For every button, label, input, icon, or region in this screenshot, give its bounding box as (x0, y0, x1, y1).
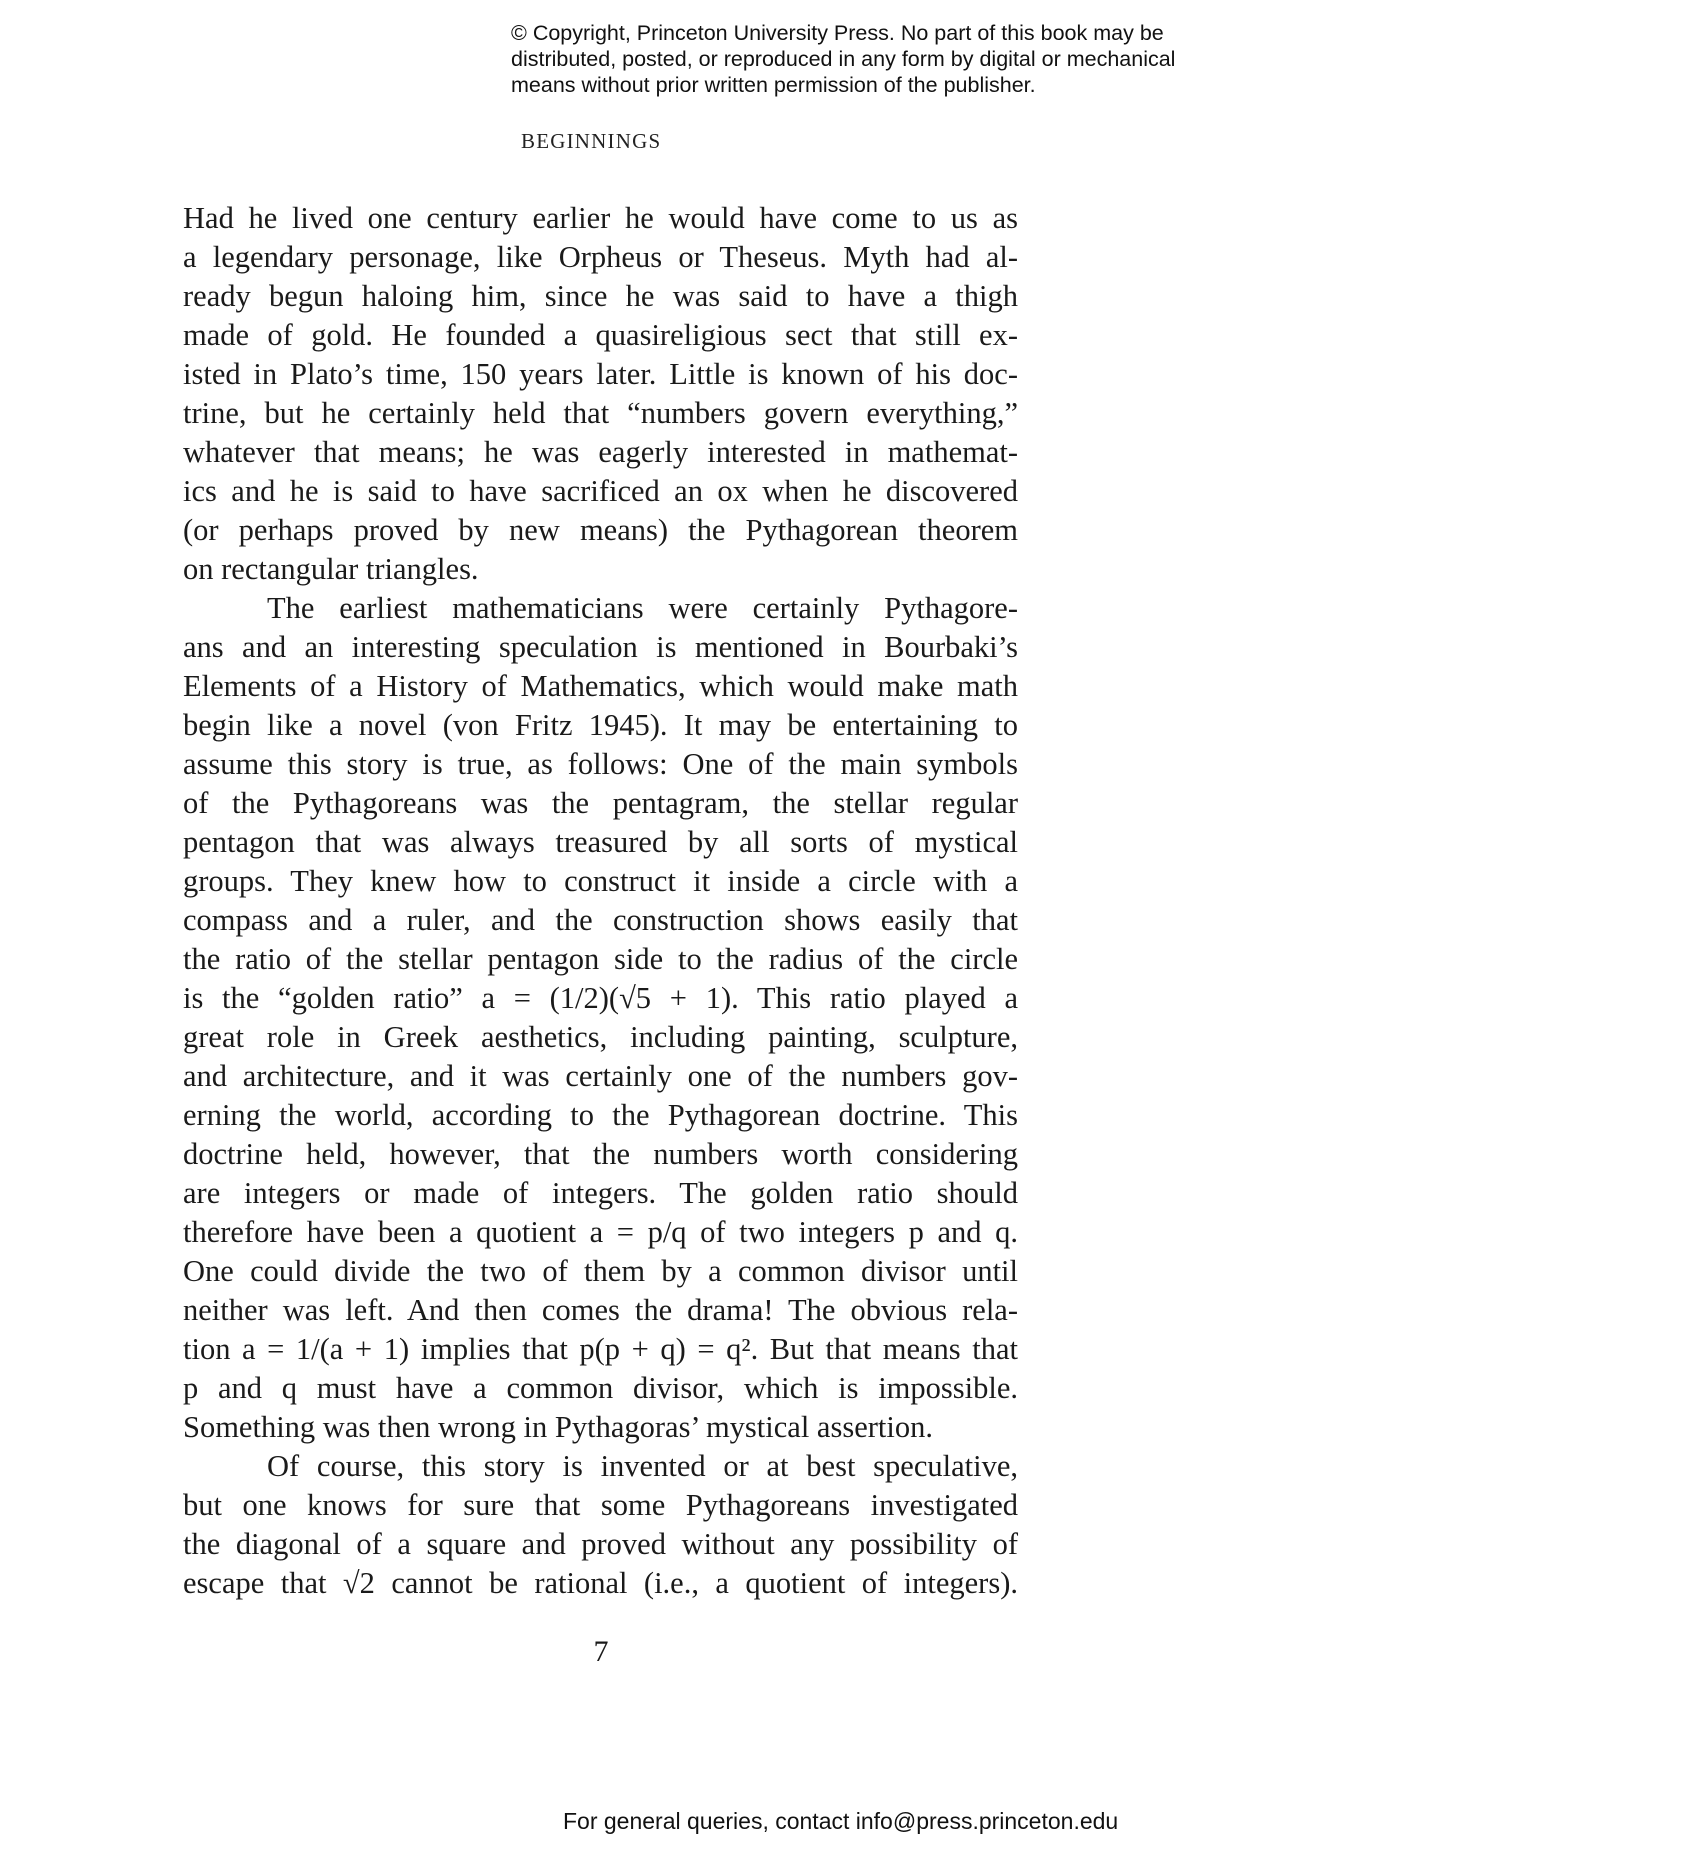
text-line: isted in Plato’s time, 150 years later. Little is known of his doc- (183, 357, 1018, 391)
copyright-line: distributed, posted, or reproduced in any form by digital or mechanical (511, 47, 1176, 71)
text-line: whatever that means; he was eagerly interested in mathemat- (183, 435, 1018, 469)
text-line: on rectangular triangles. (183, 552, 479, 586)
text-line: doctrine held, however, that the numbers worth considering (183, 1137, 1018, 1171)
text-line: groups. They knew how to construct it inside a circle with a (183, 864, 1018, 898)
text-line: but one knows for sure that some Pythagoreans investigated (183, 1488, 1018, 1522)
text-line: trine, but he certainly held that “numbers govern everything,” (183, 396, 1018, 430)
text-line: is the “golden ratio” a = (1/2)(√5 + 1). This ratio played a (183, 981, 1018, 1015)
text-line: and architecture, and it was certainly one of the numbers gov- (183, 1059, 1018, 1093)
text-line: Had he lived one century earlier he would have come to us as (183, 201, 1018, 235)
text-line: neither was left. And then comes the drama! The obvious rela- (183, 1293, 1018, 1327)
text-line: (or perhaps proved by new means) the Pythagorean theorem (183, 513, 1018, 547)
copyright-notice (511, 20, 1231, 98)
text-line: ans and an interesting speculation is mentioned in Bourbaki’s (183, 630, 1018, 664)
footer-contact: For general queries, contact info@press.princeton.edu (563, 1808, 1119, 1834)
text-line: compass and a ruler, and the construction shows easily that (183, 903, 1018, 937)
text-line: great role in Greek aesthetics, including painting, sculpture, (183, 1020, 1018, 1054)
text-line: assume this story is true, as follows: One of the main symbols (183, 747, 1018, 781)
text-line: Of course, this story is invented or at best speculative, (267, 1449, 1018, 1483)
text-line: of the Pythagoreans was the pentagram, the stellar regular (183, 786, 1018, 820)
text-line: the ratio of the stellar pentagon side to the radius of the circle (183, 942, 1018, 976)
text-line: therefore have been a quotient a = p/q of two integers p and q. (183, 1215, 1018, 1249)
text-line: escape that √2 cannot be rational (i.e., a quotient of integers). (183, 1566, 1018, 1600)
page-number: 7 (593, 1635, 609, 1668)
text-line: begin like a novel (von Fritz 1945). It may be entertaining to (183, 708, 1018, 742)
text-line: p and q must have a common divisor, which is impossible. (183, 1371, 1018, 1405)
text-line: made of gold. He founded a quasireligious sect that still ex- (183, 318, 1018, 352)
text-line: tion a = 1/(a + 1) implies that p(p + q) = q². But that means that (183, 1332, 1018, 1366)
text-line: One could divide the two of them by a common divisor until (183, 1254, 1018, 1288)
text-line: ics and he is said to have sacrificed an ox when he discovered (183, 474, 1018, 508)
text-line: pentagon that was always treasured by all sorts of mystical (183, 825, 1018, 859)
text-line: are integers or made of integers. The golden ratio should (183, 1176, 1018, 1210)
text-line: The earliest mathematicians were certainly Pythagore- (267, 591, 1018, 625)
text-line: a legendary personage, like Orpheus or Theseus. Myth had al- (183, 240, 1018, 274)
copyright-line: means without prior written permission of the publisher. (511, 73, 1036, 97)
text-line: erning the world, according to the Pythagorean doctrine. This (183, 1098, 1018, 1132)
text-line: ready begun haloing him, since he was said to have a thigh (183, 279, 1018, 313)
copyright-line: © Copyright, Princeton University Press. No part of this book may be (511, 21, 1164, 45)
body-text (183, 199, 1018, 1603)
running-head: BEGINNINGS (521, 129, 662, 153)
text-line: Elements of a History of Mathematics, which would make math (183, 669, 1018, 703)
text-line: the diagonal of a square and proved without any possibility of (183, 1527, 1018, 1561)
text-line: Something was then wrong in Pythagoras’ mystical assertion. (183, 1410, 933, 1444)
